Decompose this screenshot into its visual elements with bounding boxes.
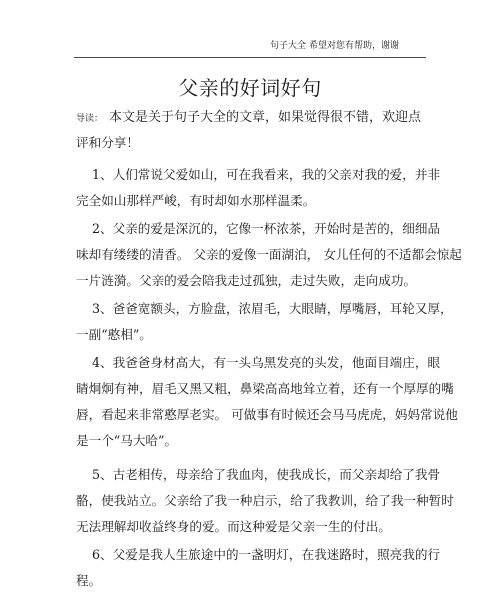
paragraph xyxy=(76,542,441,594)
paragraph-line: 是一个“马大哈”。 xyxy=(76,433,178,448)
paragraph-line: 5、古老相传，母亲给了我血肉，使我成长，而父亲却给了我骨 xyxy=(76,467,441,482)
paragraph xyxy=(76,350,458,454)
paragraph xyxy=(76,162,441,214)
intro-line: 评和分享！ xyxy=(76,135,139,150)
header-brand: 句子大全 xyxy=(270,41,307,51)
paragraph xyxy=(76,462,454,540)
paragraph-line: 骼，使我站立。父亲给了我一种启示，给了我教训，给了我一种暂时 xyxy=(76,493,454,508)
intro-label: 导读： xyxy=(76,114,104,124)
paragraph-line: 睛炯炯有神，眉毛又黑又粗，鼻梁高高地耸立着，还有一个厚厚的嘴 xyxy=(76,381,454,396)
paragraph-line: 一副“憨相”。 xyxy=(76,327,152,342)
paragraph-line: 2、父亲的爱是深沉的，它像一杯浓茶，开始时是苦的，细细品 xyxy=(76,221,441,236)
paragraph-line: 3、爸爸宽额头，方脸盘，浓眉毛，大眼睛，厚嘴唇，耳轮又厚， xyxy=(76,301,453,316)
paragraph-line: 唇，看起来非常憨厚老实。 可做事有时候还会马马虎虎，妈妈常说他 xyxy=(76,407,458,422)
intro-line xyxy=(76,104,426,130)
header-message: 希望对您有帮助，谢谢 xyxy=(309,41,400,51)
paragraph xyxy=(76,296,453,348)
paragraph-line: 完全如山那样严峻，有时却如水那样温柔。 xyxy=(76,193,316,208)
paragraph-line: 6、父爱是我人生旅途中的一盏明灯，在我迷路时，照亮我的行 xyxy=(76,547,441,562)
paragraph-line: 4、我爸爸身材高大，有一头乌黑发亮的头发，他面目端庄，眼 xyxy=(76,355,441,370)
paragraph-line: 1、人们常说父爱如山，可在我看来，我的父亲对我的爱，并非 xyxy=(76,167,441,182)
header-divider xyxy=(74,57,426,58)
paragraph-line: 程。 xyxy=(76,573,102,588)
paragraph-line: 味却有缕缕的清香。 父亲的爱像一面湖泊， 女儿任何的不适都会惊起 xyxy=(76,247,462,262)
intro-text: 本文是关于句子大全的文章，如果觉得很不错，欢迎点 xyxy=(109,110,422,125)
document-body xyxy=(76,104,462,594)
page-header xyxy=(0,40,500,52)
document-title: 父亲的好词好句 xyxy=(178,76,322,100)
paragraph-line: 一片涟漪。父亲的爱会陪我走过孤独，走过失败，走向成功。 xyxy=(76,273,417,288)
paragraph xyxy=(76,216,462,294)
paragraph-line: 无法理解却收益终身的爱。而这种爱是父亲一生的付出。 xyxy=(76,519,391,534)
